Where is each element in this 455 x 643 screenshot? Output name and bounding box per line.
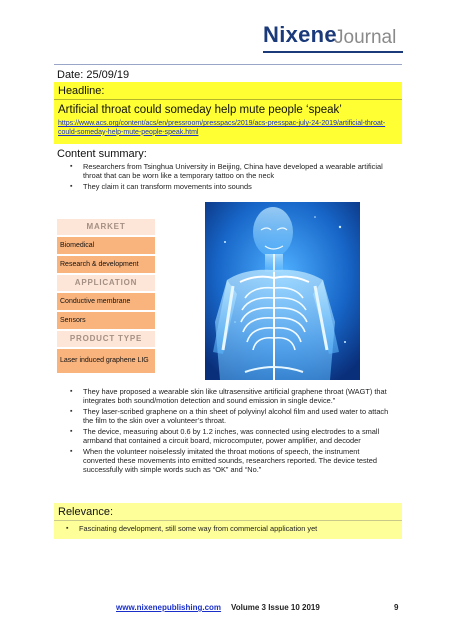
tag-item: Sensors xyxy=(57,312,155,331)
product-type-heading: PRODUCT TYPE xyxy=(57,331,155,349)
list-item: ▪ The device, measuring about 0.6 by 1.2 inches, was connected using electrodes to a small armband that contained a circuit board, microcomputer, power amplifier, and decoder xyxy=(70,427,390,445)
headline-title: Artificial throat could someday help mute people ‘speak’ xyxy=(58,104,342,116)
tag-item: Research & development xyxy=(57,256,155,275)
skeleton-illustration xyxy=(205,202,360,380)
publisher-link[interactable]: www.nixenepublishing.com xyxy=(116,603,222,612)
relevance-divider xyxy=(54,520,402,521)
list-item: ▪ They laser-scribed graphene on a thin sheet of polyvinyl alcohol film and used water to attach the film to the skin over a volunteer’s throat. xyxy=(70,407,390,425)
logo-name: Nixene xyxy=(263,22,337,47)
header-divider xyxy=(54,64,402,65)
list-item: ▪ Researchers from Tsinghua University in Beijing, China have developed a wearable artificial throat that can be worn like a temporary tattoo on the neck xyxy=(70,162,390,180)
journal-logo xyxy=(263,22,403,52)
summary-list xyxy=(70,162,390,193)
headline-divider xyxy=(54,99,402,100)
tag-panel xyxy=(57,219,155,375)
list-item: ▪ When the volunteer noiselessly imitated the throat motions of speech, the instrument converted these movements into emitted sounds, researchers reported. The device tested successfully with simple words such as “OK” and “No.” xyxy=(70,447,390,474)
list-item: ▪ Fascinating development, still some way from commercial application yet xyxy=(66,524,396,533)
list-item: ▪ They claim it can transform movements into sounds xyxy=(70,182,390,191)
tag-item: Laser induced graphene LIG xyxy=(57,349,155,375)
source-link[interactable]: https://www.acs.org/content/acs/en/pressroom/presspacs/2019/acs-presspac-july-24-2019/artificial-throat-could-someday-help-mute-people-speak.html xyxy=(58,120,386,136)
logo-underline xyxy=(263,51,403,53)
relevance-label: Relevance: xyxy=(58,506,114,518)
article-date: Date: 25/09/19 xyxy=(57,69,130,81)
tag-item: Conductive membrane xyxy=(57,293,155,312)
relevance-box xyxy=(54,503,402,539)
list-item: ▪ They have proposed a wearable skin like ultrasensitive artificial graphene throat (WAGT) that integrates both sound/motion detection and sound emission in single device.” xyxy=(70,387,390,405)
market-heading: MARKET xyxy=(57,219,155,237)
relevance-list xyxy=(66,524,396,535)
summary-label: Content summary: xyxy=(57,148,147,160)
issue-info: Volume 3 Issue 10 2019 xyxy=(231,603,320,612)
anatomy-image xyxy=(205,202,360,380)
headline-box xyxy=(54,82,402,144)
page-number: 9 xyxy=(394,603,399,612)
application-heading: APPLICATION xyxy=(57,275,155,293)
tag-item: Biomedical xyxy=(57,237,155,256)
logo-suffix: Journal xyxy=(334,27,397,48)
headline-label: Headline: xyxy=(58,85,105,97)
details-list xyxy=(70,387,390,476)
